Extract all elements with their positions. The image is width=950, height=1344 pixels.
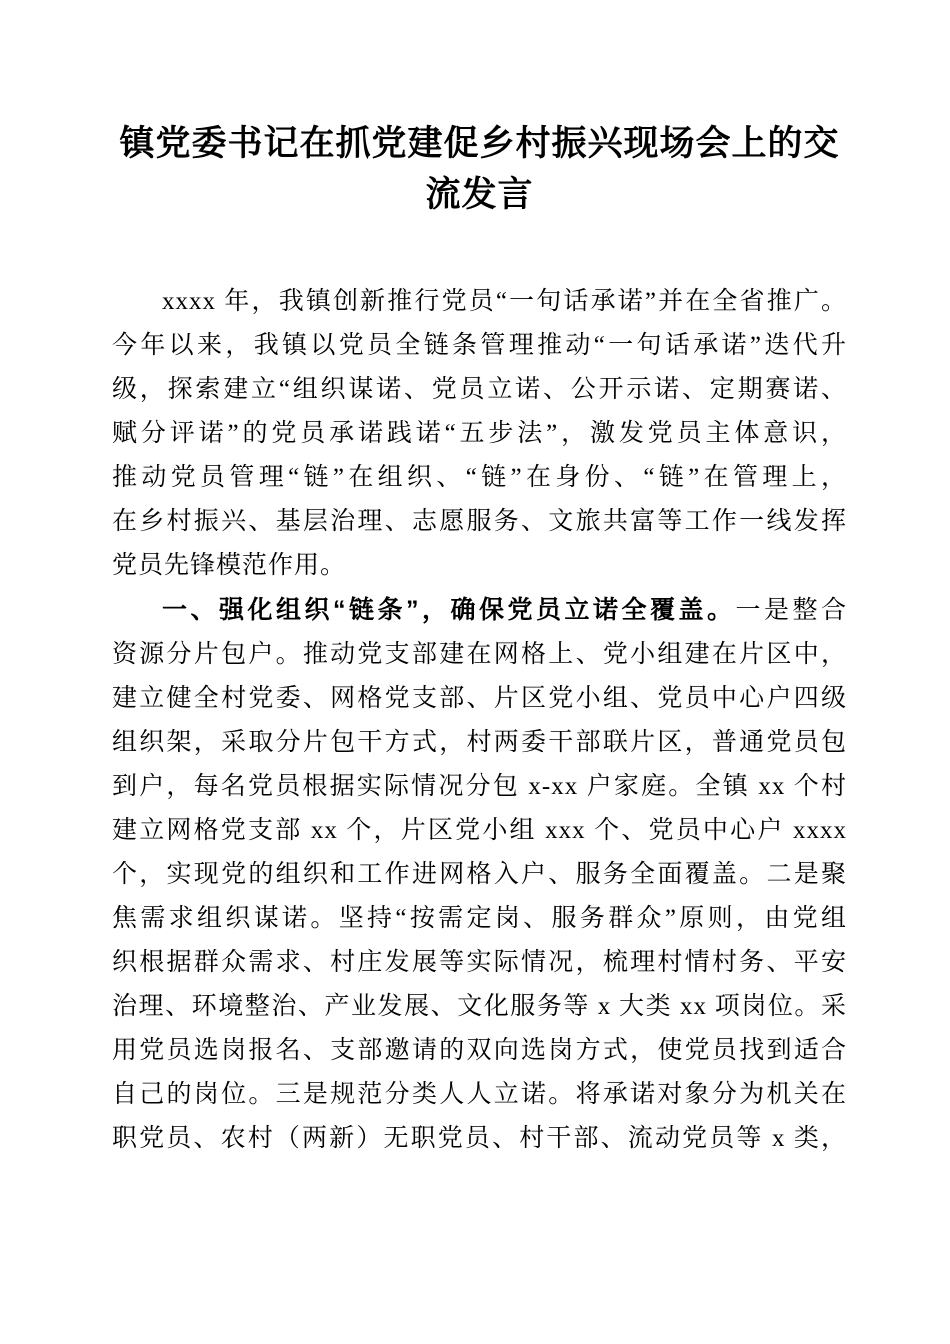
text-line: xxxx 年，我镇创新推行党员“一句话承诺”并在全省推广。 <box>162 288 847 315</box>
text-line: 今年以来，我镇以党员全链条管理推动“一句话承诺”迭代升 <box>112 332 847 359</box>
text-line <box>112 588 847 633</box>
section-1-paragraph <box>112 588 847 1161</box>
document-body <box>112 280 847 1161</box>
section-1-heading: 一、强化组织“链条”，确保党员立诺全覆盖。 <box>162 596 736 624</box>
text-line: 焦需求组织谋诺。坚持“按需定岗、服务群众”原则，由党组 <box>112 905 847 932</box>
text-line: 织根据群众需求、村庄发展等实际情况，梳理村情村务、平安 <box>112 949 847 976</box>
text-line: 在乡村振兴、基层治理、志愿服务、文旅共富等工作一线发挥 <box>112 508 847 535</box>
text-line: 组织架，采取分片包干方式，村两委干部联片区，普通党员包 <box>112 729 847 756</box>
text-line: 职党员、农村（两新）无职党员、村干部、流动党员等 x 类， <box>112 1125 847 1152</box>
text-line: 资源分片包户。推动党支部建在网格上、党小组建在片区中， <box>112 641 847 668</box>
text-line: 推动党员管理“链”在组织、“链”在身份、“链”在管理上， <box>112 464 847 491</box>
text-line: 自己的岗位。三是规范分类人人立诺。将承诺对象分为机关在 <box>112 1081 847 1108</box>
text-line: 建立健全村党委、网格党支部、片区党小组、党员中心户四级 <box>112 685 847 712</box>
text-line: 用党员选岗报名、支部邀请的双向选岗方式，使党员找到适合 <box>112 1037 847 1064</box>
text-line: 党员先锋模范作用。 <box>112 552 347 579</box>
text-line: 治理、环境整治、产业发展、文化服务等 x 大类 xx 项岗位。采 <box>112 993 847 1020</box>
text-line: 建立网格党支部 xx 个，片区党小组 xxx 个、党员中心户 xxxx <box>112 817 847 844</box>
text-line: 到户，每名党员根据实际情况分包 x-xx 户家庭。全镇 xx 个村 <box>112 773 847 800</box>
text-line: 赋分评诺”的党员承诺践诺“五步法”，激发党员主体意识， <box>112 420 847 447</box>
section-1-heading-continuation: 一是整合 <box>735 597 847 624</box>
text-line: 个，实现党的组织和工作进网格入户、服务全面覆盖。二是聚 <box>112 861 847 888</box>
text-line: 级，探索建立“组织谋诺、党员立诺、公开示诺、定期赛诺、 <box>112 376 847 403</box>
page-title: 镇党委书记在抓党建促乡村振兴现场会上的交流发言 <box>119 124 840 214</box>
intro-paragraph <box>112 280 847 588</box>
